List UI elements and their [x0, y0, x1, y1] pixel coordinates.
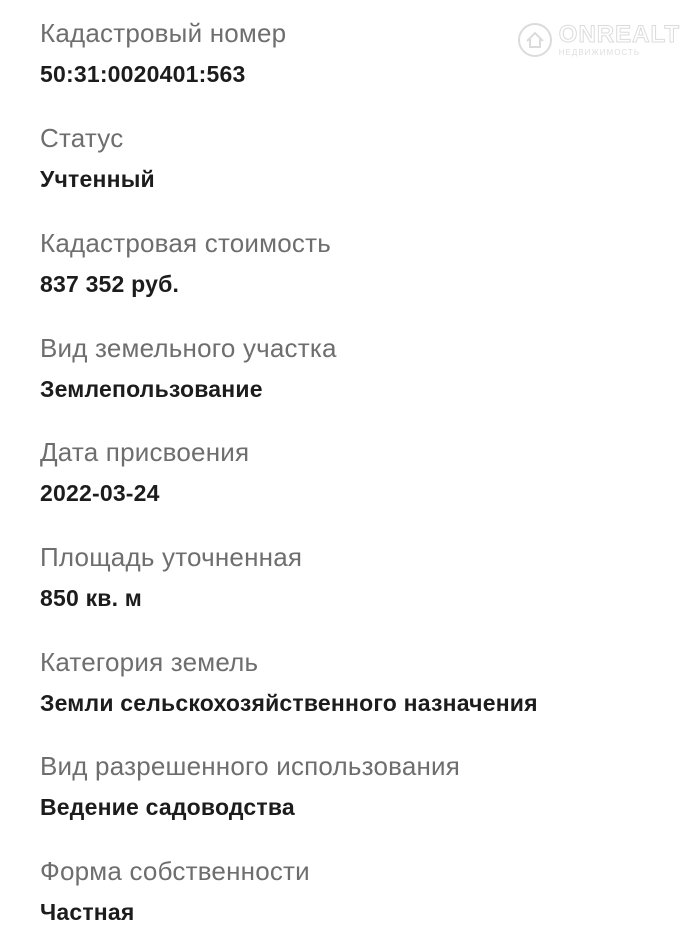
house-icon: [517, 22, 553, 58]
field-assignment-date: [40, 437, 249, 507]
field-label: Кадастровый номер: [40, 18, 287, 48]
field-value: 837 352 руб.: [40, 271, 180, 297]
field-value: 50:31:0020401:563: [40, 61, 246, 87]
field-land-type: [40, 333, 337, 403]
onrealt-watermark: [517, 22, 680, 58]
field-label: Площадь уточненная: [40, 542, 303, 572]
field-ownership-form: [40, 856, 310, 926]
field-value: Учтенный: [40, 166, 155, 192]
field-label: Категория земель: [40, 647, 259, 677]
field-permitted-use: [40, 751, 460, 821]
watermark-brand: ONREALT: [558, 21, 680, 48]
field-cadastral-value: [40, 228, 331, 298]
field-value: Землепользование: [40, 376, 263, 402]
field-label: Вид земельного участка: [40, 333, 337, 363]
field-label: Статус: [40, 123, 124, 153]
field-value: Земли сельскохозяйственного назначения: [40, 690, 538, 716]
field-label: Вид разрешенного использования: [40, 751, 461, 781]
field-label: Дата присвоения: [40, 437, 250, 467]
field-value: Частная: [40, 899, 135, 925]
field-label: Форма собственности: [40, 856, 310, 886]
watermark-subtitle: НЕДВИЖИМОСТЬ: [558, 48, 641, 57]
field-land-category: [40, 647, 538, 717]
field-value: 850 кв. м: [40, 585, 143, 611]
field-cadastral-number: [40, 18, 286, 88]
field-value: 2022-03-24: [40, 480, 160, 506]
field-area: [40, 542, 302, 612]
field-label: Кадастровая стоимость: [40, 228, 331, 258]
field-status: [40, 123, 155, 193]
field-value: Ведение садоводства: [40, 794, 295, 820]
